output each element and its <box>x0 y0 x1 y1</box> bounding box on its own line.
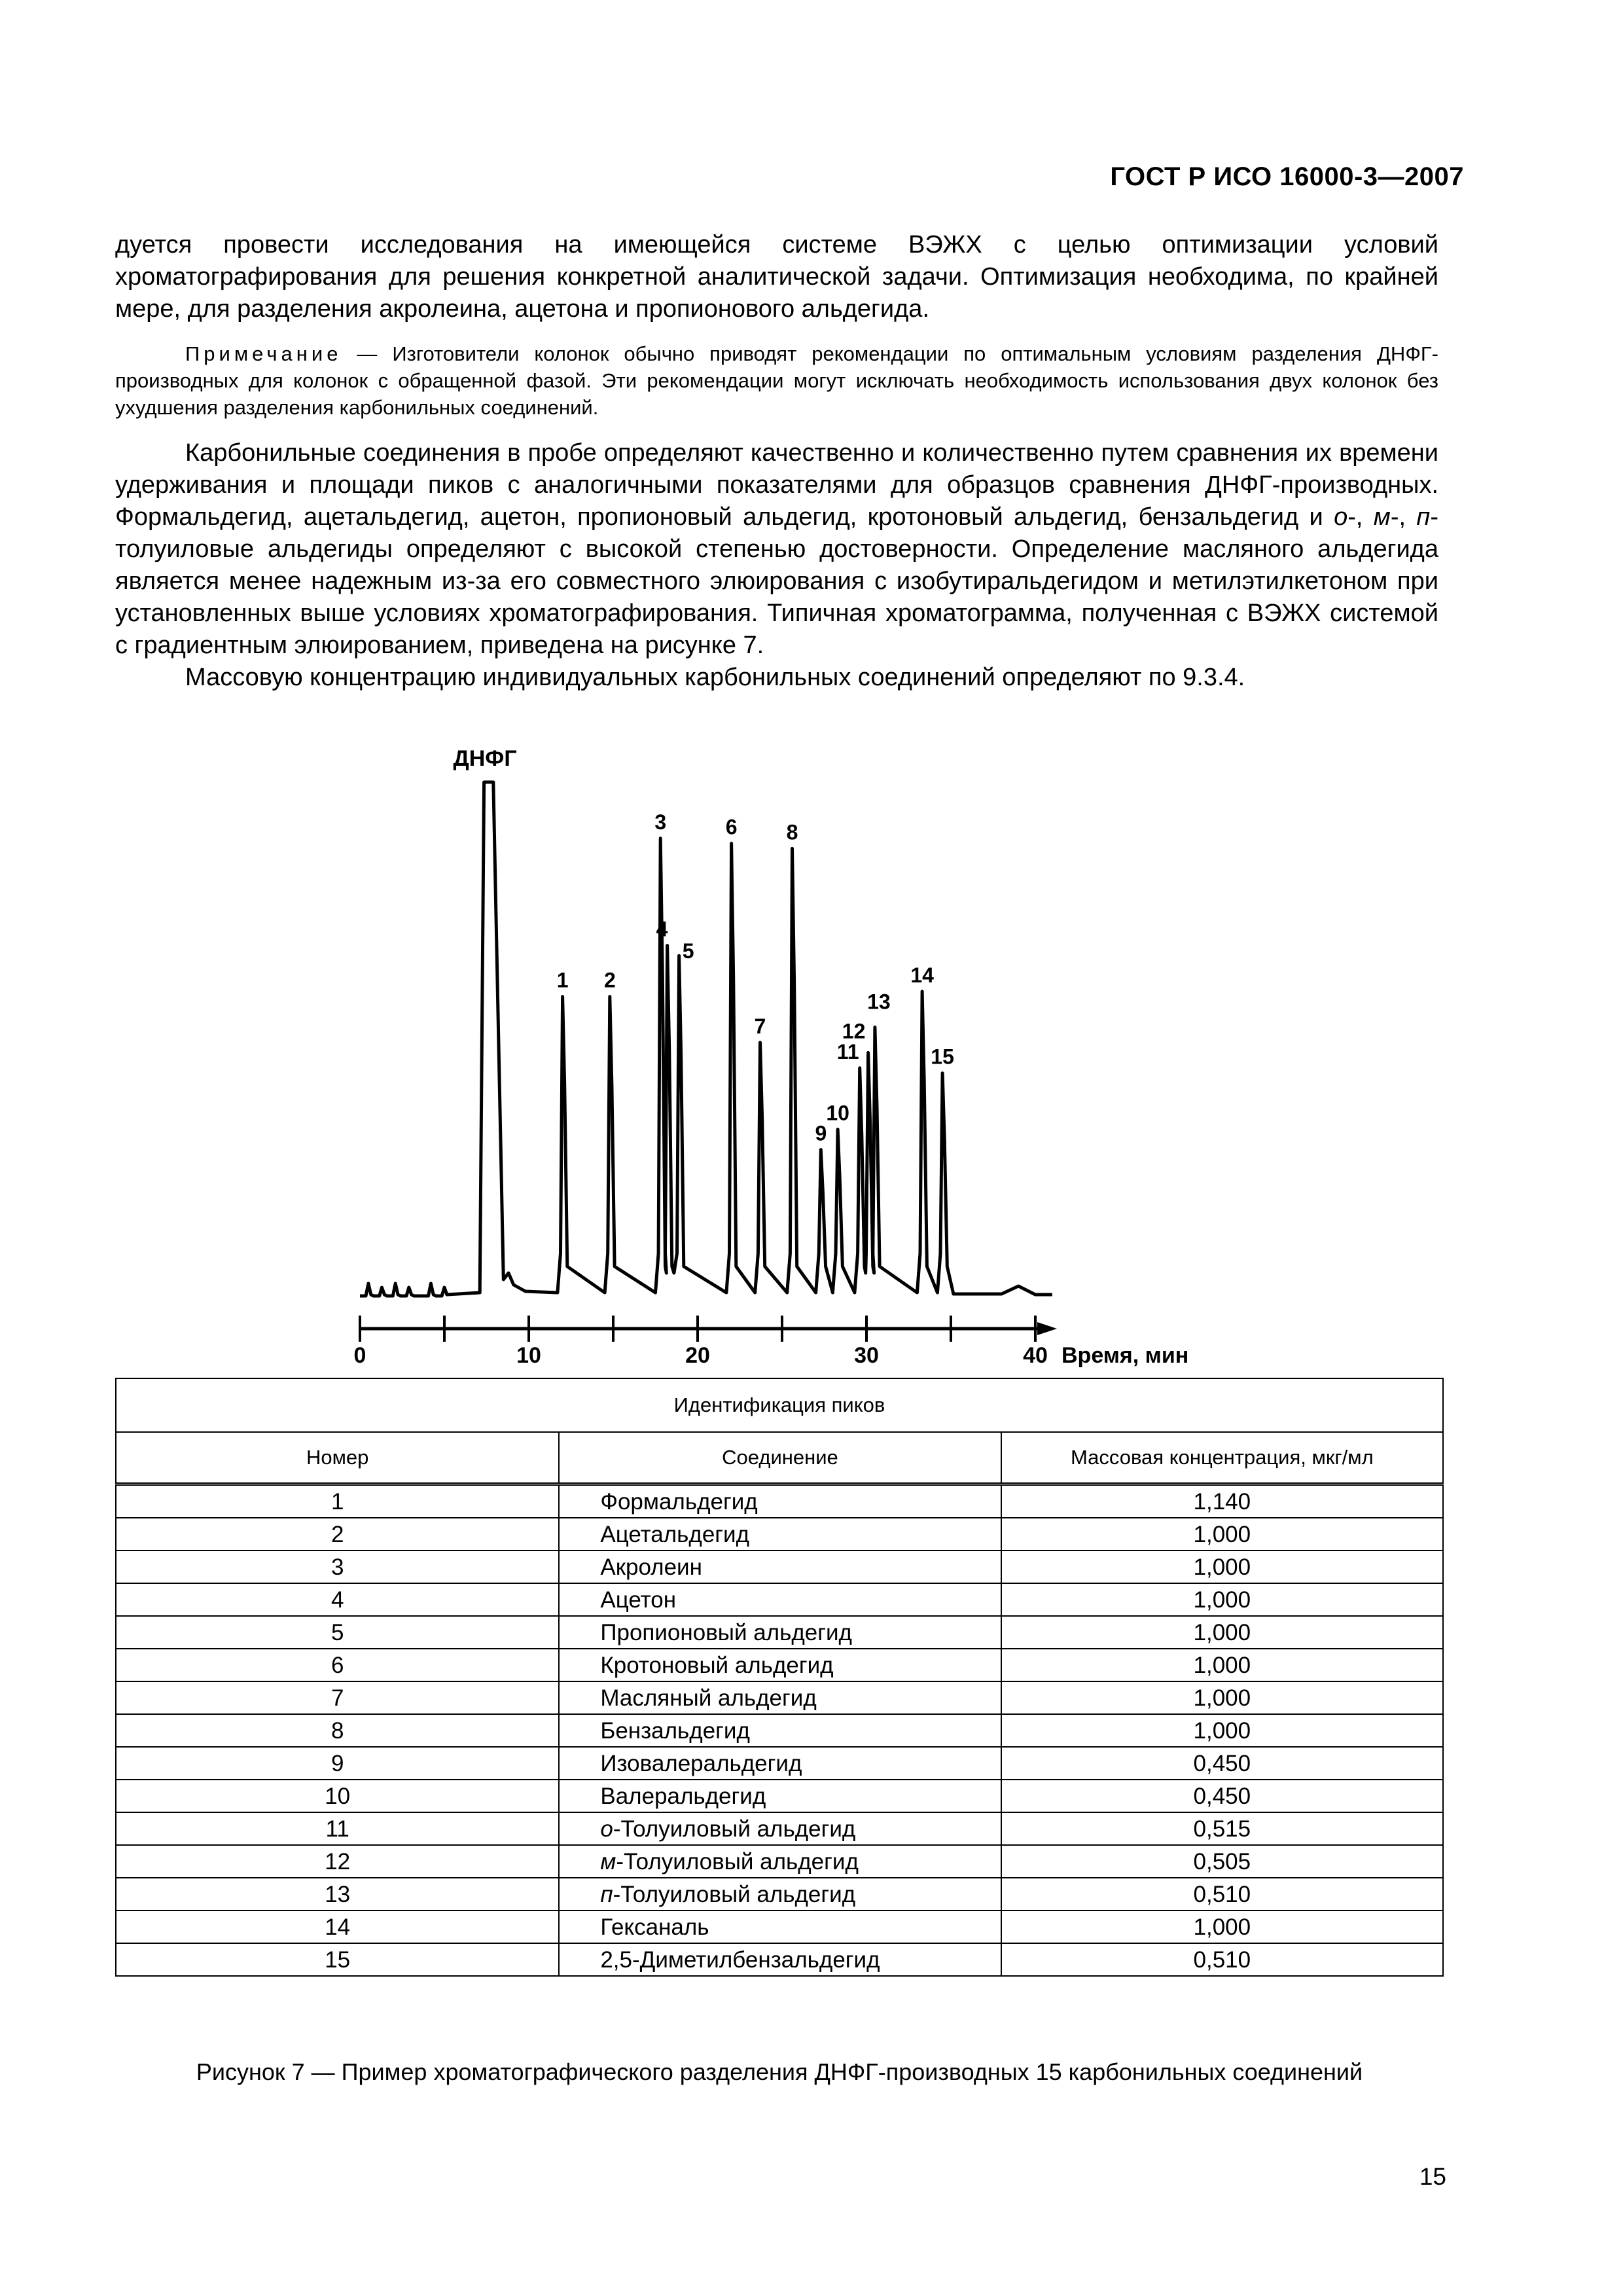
peak-label: 11 <box>836 1039 859 1064</box>
cell-concentration: 0,450 <box>1001 1747 1443 1780</box>
peak-label: 12 <box>842 1019 866 1043</box>
separator: -, <box>1347 503 1374 531</box>
table-row <box>116 1845 1443 1878</box>
compound-name: Валеральдегид <box>600 1784 766 1809</box>
cell-compound <box>559 1845 1001 1878</box>
table-body <box>116 1484 1443 1977</box>
chromatogram-trace <box>360 782 1052 1296</box>
cell-number: 7 <box>116 1681 559 1714</box>
cell-compound <box>559 1747 1001 1780</box>
cell-compound <box>559 1551 1001 1583</box>
cell-compound <box>559 1812 1001 1845</box>
peak-label: 15 <box>931 1045 954 1069</box>
compound-name: Гексаналь <box>600 1914 709 1940</box>
note-text: — Изготовители колонок обычно приводят рекомендации по оптимальным условиям разделения ДНФГ-производных для колонок с обращенной фазой. Эти рекомендации могут исключать необходимость использования двух колонок без ухудшения разделения карбонильных соединений. <box>115 342 1438 419</box>
cell-number: 12 <box>116 1845 559 1878</box>
table-row <box>116 1518 1443 1551</box>
compound-name: Кротоновый альдегид <box>600 1653 834 1678</box>
cell-compound <box>559 1616 1001 1649</box>
note-label: Примечание <box>185 342 342 365</box>
cell-number: 14 <box>116 1910 559 1943</box>
figure-caption: Рисунок 7 — Пример хроматографического разделения ДНФГ-производных 15 карбонильных соединений <box>196 2058 1363 2085</box>
cell-concentration: 0,505 <box>1001 1845 1443 1878</box>
peak-label: 8 <box>786 820 798 844</box>
compound-name: Пропионовый альдегид <box>600 1620 852 1645</box>
compound-name: -Толуиловый альдегид <box>613 1816 856 1842</box>
cell-compound <box>559 1780 1001 1812</box>
peak-label: 7 <box>754 1014 766 1038</box>
table-row <box>116 1780 1443 1812</box>
cell-compound <box>559 1878 1001 1910</box>
table-row <box>116 1681 1443 1714</box>
table-row <box>116 1747 1443 1780</box>
cell-compound <box>559 1649 1001 1681</box>
chromatogram-chart <box>340 726 1257 1374</box>
compound-name: Изовалеральдегид <box>600 1751 802 1776</box>
isomer-prefix: о <box>600 1816 613 1842</box>
cell-compound <box>559 1583 1001 1616</box>
compound-name: Ацетальдегид <box>600 1522 750 1547</box>
separator: -, <box>1390 503 1417 531</box>
cell-number: 2 <box>116 1518 559 1551</box>
cell-number: 9 <box>116 1747 559 1780</box>
x-axis-arrow-icon <box>1037 1322 1057 1335</box>
isomer-prefix: п <box>600 1882 613 1907</box>
compound-name: Бензальдегид <box>600 1718 750 1744</box>
peak-label: 5 <box>682 939 694 963</box>
table-row <box>116 1551 1443 1583</box>
peak-label: 4 <box>656 917 668 941</box>
cell-concentration: 1,000 <box>1001 1714 1443 1747</box>
compound-name: Ацетон <box>600 1587 677 1613</box>
italic-prefix-m: м <box>1373 503 1391 531</box>
italic-prefix-p: п <box>1416 503 1431 531</box>
time-axis <box>354 1316 1057 1368</box>
column-header-number: Номер <box>116 1432 559 1484</box>
cell-concentration: 1,000 <box>1001 1649 1443 1681</box>
cell-concentration: 0,510 <box>1001 1943 1443 1976</box>
table-row <box>116 1943 1443 1976</box>
cell-number: 15 <box>116 1943 559 1976</box>
compound-name: 2,5-Диметилбензальдегид <box>600 1947 880 1973</box>
cell-concentration: 0,450 <box>1001 1780 1443 1812</box>
cell-compound <box>559 1484 1001 1518</box>
table-row <box>116 1583 1443 1616</box>
table-row <box>116 1714 1443 1747</box>
peak-label: 1 <box>556 968 569 992</box>
table-row <box>116 1649 1443 1681</box>
cell-number: 1 <box>116 1484 559 1518</box>
compound-name: -Толуиловый альдегид <box>616 1849 859 1874</box>
column-header-concentration: Массовая концентрация, мкг/мл <box>1001 1432 1443 1484</box>
x-tick-label: 30 <box>854 1343 879 1368</box>
paragraph-text-part: Карбонильные соединения в пробе определяют качественно и количественно путем сравнения их времени удерживания и площади пиков с аналогичными показателями для образцов сравнения ДНФГ-производных. Формальдегид, ацетальдегид, ацетон, пропионовый альдегид, кротоновый альдегид, бензальдегид и <box>115 439 1438 531</box>
column-header-compound: Соединение <box>559 1432 1001 1484</box>
cell-number: 10 <box>116 1780 559 1812</box>
table-row <box>116 1616 1443 1649</box>
x-tick-label: 40 <box>1023 1343 1048 1368</box>
cell-compound <box>559 1910 1001 1943</box>
compound-name: Формальдегид <box>600 1489 758 1515</box>
reagent-peak-label: ДНФГ <box>453 746 517 771</box>
paragraph-carbonyl-determination <box>115 437 1438 662</box>
peak-label: 13 <box>867 990 891 1014</box>
compound-name: Акролеин <box>600 1554 702 1580</box>
cell-compound <box>559 1681 1001 1714</box>
cell-compound <box>559 1518 1001 1551</box>
cell-number: 11 <box>116 1812 559 1845</box>
table-title: Идентификация пиков <box>116 1378 1443 1432</box>
x-tick-label: 0 <box>353 1343 366 1368</box>
table-row <box>116 1878 1443 1910</box>
cell-number: 13 <box>116 1878 559 1910</box>
cell-concentration: 0,515 <box>1001 1812 1443 1845</box>
peak-label: 3 <box>654 810 667 834</box>
cell-compound <box>559 1714 1001 1747</box>
paragraph-mass-concentration: Массовую концентрацию индивидуальных карбонильных соединений определяют по 9.3.4. <box>185 664 1245 691</box>
main-paragraph-block <box>115 437 1438 694</box>
paragraph-text-part: -толуиловые альдегиды определяют с высокой степенью достоверности. Определение масляного альдегида является менее надежным из-за его совместного элюирования с изобутиральдегидом и метилэтилкетоном при установленных выше условиях хроматографирования. Типичная хроматограмма, полученная с ВЭЖХ системой с градиентным элюированием, приведена на рисунке 7. <box>115 503 1438 659</box>
cell-concentration: 1,000 <box>1001 1681 1443 1714</box>
italic-prefix-o: о <box>1334 503 1348 531</box>
cell-number: 4 <box>116 1583 559 1616</box>
compound-name: Масляный альдегид <box>600 1685 817 1711</box>
cell-concentration: 1,000 <box>1001 1583 1443 1616</box>
compound-name: -Толуиловый альдегид <box>613 1882 856 1907</box>
peak-label: 6 <box>725 815 738 839</box>
table-row <box>116 1484 1443 1518</box>
cell-concentration: 0,510 <box>1001 1878 1443 1910</box>
x-axis-label: Время, мин <box>1061 1343 1189 1368</box>
peak-label: 14 <box>910 963 934 987</box>
intro-paragraph-block <box>115 229 1438 325</box>
paragraph-continuation: дуется провести исследования на имеющейся системе ВЭЖХ с целью оптимизации условий хроматографирования для решения конкретной аналитической задачи. Оптимизация необходима, по крайней мере, для разделения акролеина, ацетона и пропионового альдегида. <box>115 231 1438 323</box>
cell-number: 5 <box>116 1616 559 1649</box>
note-paragraph <box>115 340 1438 421</box>
cell-concentration: 1,000 <box>1001 1518 1443 1551</box>
cell-number: 3 <box>116 1551 559 1583</box>
document-header: ГОСТ Р ИСО 16000-3—2007 <box>1110 162 1464 191</box>
peak-label: 10 <box>826 1101 849 1125</box>
cell-number: 6 <box>116 1649 559 1681</box>
cell-concentration: 1,000 <box>1001 1910 1443 1943</box>
cell-compound <box>559 1943 1001 1976</box>
peak-labels <box>557 810 954 1145</box>
peak-label: 2 <box>603 968 616 992</box>
peak-identification-table <box>115 1378 1444 1977</box>
cell-number: 8 <box>116 1714 559 1747</box>
cell-concentration: 1,140 <box>1001 1484 1443 1518</box>
isomer-prefix: м <box>600 1849 616 1874</box>
page-number: 15 <box>1419 2163 1446 2190</box>
table-row <box>116 1812 1443 1845</box>
cell-concentration: 1,000 <box>1001 1616 1443 1649</box>
x-tick-label: 20 <box>685 1343 710 1368</box>
cell-concentration: 1,000 <box>1001 1551 1443 1583</box>
table-row <box>116 1910 1443 1943</box>
x-tick-label: 10 <box>516 1343 541 1368</box>
peak-label: 9 <box>815 1121 827 1145</box>
